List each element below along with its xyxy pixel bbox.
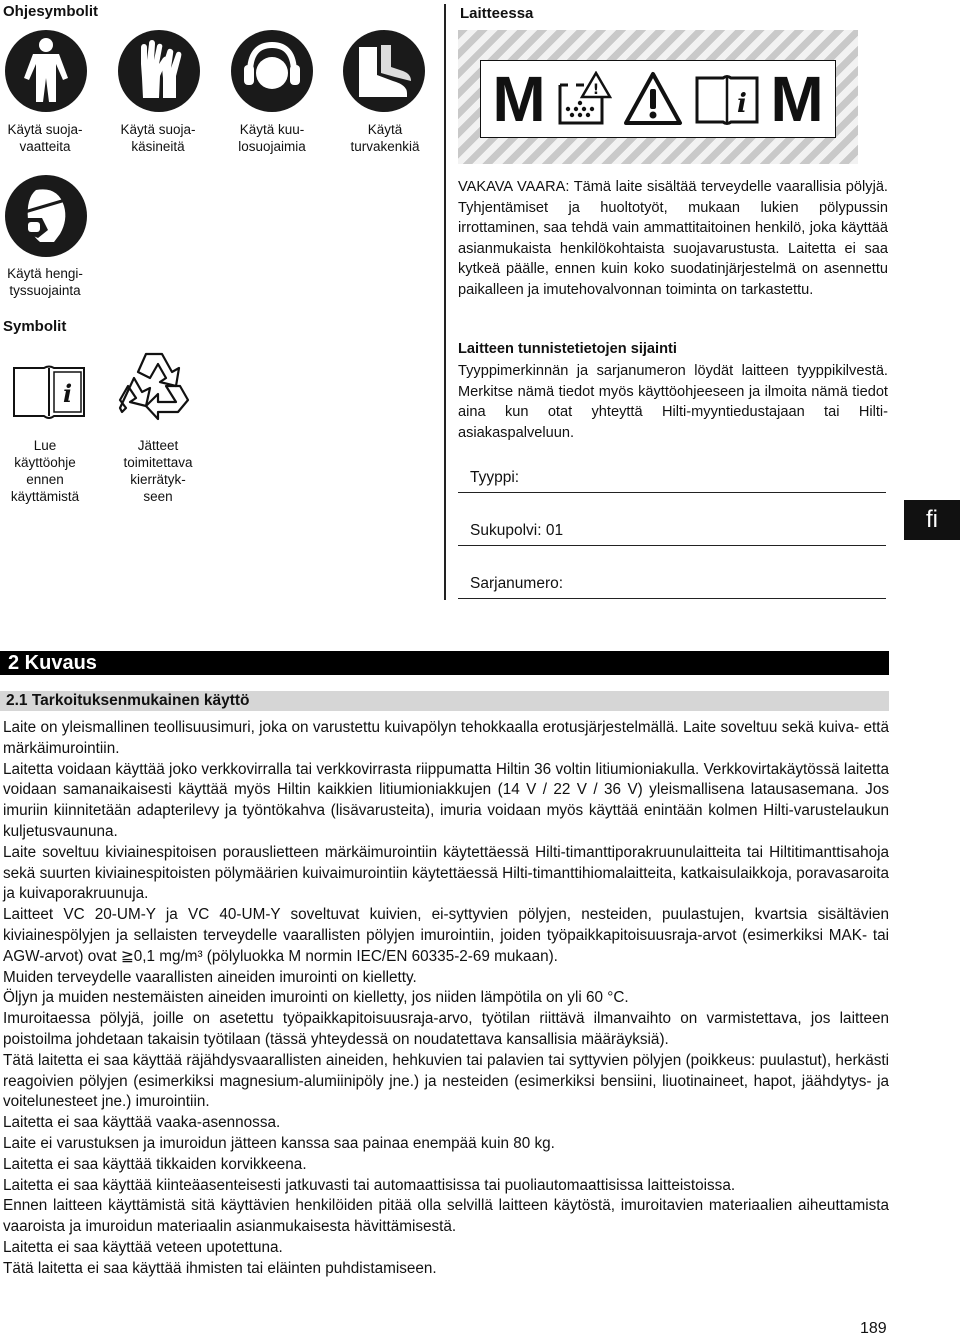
- serial-number-field-line[interactable]: [458, 598, 886, 599]
- on-device-heading: Laitteessa: [460, 5, 534, 22]
- symbols-heading: Symbolit: [3, 318, 67, 335]
- paragraph: Öljyn ja muiden nestemäisten aineiden imurointi on kielletty, jos niiden lämpötila on yli 60 °C.: [3, 989, 629, 1007]
- paragraph: Laite ei varustuksen ja imuroidun jätteen kanssa saa painaa enempää kuin 80 kg.: [3, 1134, 555, 1152]
- warning-text: VAKAVA VAARA: Tämä laite sisältää terveydelle vaarallisia pölyjä. Tyhjentämiset ja huoltotyöt, mukaan lukien pölypussin irrottaminen, saa tehdä vain ammattitaitoinen henkilö, joka käyttää asianmukaista henkilökohtaista suojavarustusta. Laitetta ei saa kytkeä päälle, ennen kuin koko suodatinjärjestelmä on asennettu paikalleen ja imutehovalvonnan toiminta on tarkastettu.: [458, 179, 888, 298]
- ear-protection-icon: [231, 30, 313, 112]
- icon-caption-clothing: Käytä suoja- vaatteita: [7, 122, 83, 154]
- device-warning-label: [458, 30, 858, 164]
- svg-text:i: i: [736, 89, 747, 119]
- paragraph: Laite on yleismallinen teollisuusimuri, joka on varustettu kuivapölyn tehokkaalla erotusjärjestelmällä. Laite soveltuu sekä kuiva- että märkäimurointiin.: [3, 719, 889, 757]
- paragraph: Muiden terveydelle vaarallisten aineiden imurointi on kielletty.: [3, 968, 417, 986]
- dust-class-letter-right: M: [770, 63, 824, 135]
- paragraph: Imuroitaessa pölyjä, joille on asetettu työpaikkapitoisuusraja-arvo, työtilan riittävä ilmanvaihto on varmistettava, jos laitteen poistoilma johdetaan takaisin työtilaan (tässä yhteydessä on noudatettava kansallisia määräyksiä).: [3, 1010, 889, 1048]
- read-manual-icon: [10, 362, 88, 427]
- icon-caption-boots: Käytä turvakenkiä: [350, 122, 420, 154]
- paragraph: Laitetta ei saa käyttää tikkaiden korvikkeena.: [3, 1155, 307, 1173]
- safety-boots-icon: [343, 30, 425, 112]
- paragraph: Laitteet VC 20-UM-Y ja VC 40-UM-Y soveltuvat kuivien, ei-syttyvien pölyjen, nesteiden, puulastujen, kvartsia sisältävien kiviainespölyjen ja sellaisten terveydelle vaarallisten pölyjen imurointiin, joiden työpaikkapitoisuusraja-arvot (esimerkiksi MAK- tai AGW-arvot) ovat ≧0,1 mg/m³ (pölyluokka M normin IEC/EN 60335-2-69 mukaan).: [3, 906, 889, 965]
- dust-class-letter-left: M: [492, 63, 546, 135]
- generation-field-line[interactable]: [458, 545, 886, 546]
- mandatory-symbols-heading: Ohjesymbolit: [3, 3, 99, 20]
- paragraph: Tätä laitetta ei saa käyttää räjähdysvaarallisten aineiden, hehkuvien tai palavien tai syttyvien pölyjen (poikkeus: puulastut), herkästi reagoivien pölyjen (esimerkiksi magnesium-alumiinipöly jne.) ja nesteiden (esimerkiksi bensiini, liuotinaineet, hapot, jäähdytys- ja voitelunesteet jne.) imurointiin.: [3, 1051, 889, 1111]
- svg-text:!: !: [593, 82, 600, 98]
- icon-caption-gloves: Käytä suoja- käsineitä: [120, 122, 196, 154]
- language-tab: fi: [904, 500, 960, 540]
- protective-gloves-icon: [118, 30, 200, 112]
- icon-caption-recycle: Jätteet toimitettava kierrätyk- seen: [123, 438, 193, 504]
- paragraph: Ennen laitteen käyttämistä sitä käyttävien henkilöiden pitää olla selvillä laitteen käytöstä, imuroitavien materiaalien aiheuttamista vaaroista ja imuroidun materiaalin asianmukaisesta hävittämisestä.: [3, 1197, 889, 1236]
- page-number: 189: [860, 1320, 887, 1337]
- protective-clothing-icon: [5, 30, 87, 112]
- dust-hazard-icon: [556, 71, 612, 127]
- column-divider: [444, 4, 446, 600]
- intended-use-text: [3, 718, 889, 1280]
- icon-caption-ear-protection: Käytä kuu- losuojaimia: [238, 122, 306, 154]
- svg-text:i: i: [62, 379, 73, 408]
- identification-heading: Laitteen tunnistetietojen sijainti: [458, 341, 677, 357]
- icon-caption-read-manual: Lue käyttöohje ennen käyttämistä: [10, 438, 80, 504]
- warning-triangle-icon: [623, 71, 683, 127]
- recycle-icon: [116, 346, 200, 427]
- paragraph: Laitetta voidaan käyttää joko verkkovirralla tai verkkovirrasta riippumatta Hiltin 36 voltin litiumioniakulla. Verkkovirtakäytössä laitetta voidaan samanaikaisesti käyttää myös Hiltin kaikkien litiumioniakkujen (14 V / 22 V / 36 V) yleismallisena latausasemana. Jos imuriin kiinnitetään adapterilevy ja työntökahva (lisävarusteita), imuria voidaan myös käyttää enintään kolmen Hilti-varustelaukun kuljetusvaununa.: [3, 760, 889, 840]
- paragraph: Laitetta ei saa käyttää veteen upotettuna.: [3, 1238, 283, 1256]
- subsection-heading: 2.1 Tarkoituksenmukainen käyttö: [0, 691, 889, 711]
- respirator-icon: [5, 175, 87, 257]
- paragraph: Laite soveltuu kiviainespitoisen porauslietteen märkäimurointiin käytettäessä Hilti-timanttiporakruunulaitteita tai Hiltitimanttisahoja sekä suurten kiviainespitoisten pölymäärien kuivaimurointiin käytettäessä Hilti-timanttihiomalaitteita, katkaisulaikkoja, poravasaroita ja kuivaporakruunuja.: [3, 843, 889, 903]
- type-field-label: Tyyppi:: [470, 469, 520, 486]
- type-field-line[interactable]: [458, 492, 886, 493]
- identification-text: Tyyppimerkinnän ja sarjanumeron löydät laitteen tyyppikilvestä. Merkitse nämä tiedot myös käyttöohjeeseen ja ilmoita nämä tiedot aina kun otat yhteyttä Hilti-myyntiedustajaan tai Hilti-asiakaspalveluun.: [458, 363, 888, 441]
- paragraph: Tätä laitetta ei saa käyttää ihmisten tai eläinten puhdistamiseen.: [3, 1259, 437, 1277]
- serial-number-field-label: Sarjanumero:: [470, 575, 564, 592]
- read-manual-icon-label: [694, 72, 760, 126]
- icon-caption-respirator: Käytä hengi- tyssuojainta: [7, 266, 83, 298]
- chapter-heading: 2 Kuvaus: [0, 651, 889, 675]
- generation-field-label: Sukupolvi: 01: [470, 522, 564, 539]
- paragraph: Laitetta ei saa käyttää vaaka-asennossa.: [3, 1114, 281, 1132]
- paragraph: Laitetta ei saa käyttää kiinteäasenteisesti jatkuvasti tai automaattisissa tai puoliautomaattisissa laitteistoissa.: [3, 1176, 736, 1194]
